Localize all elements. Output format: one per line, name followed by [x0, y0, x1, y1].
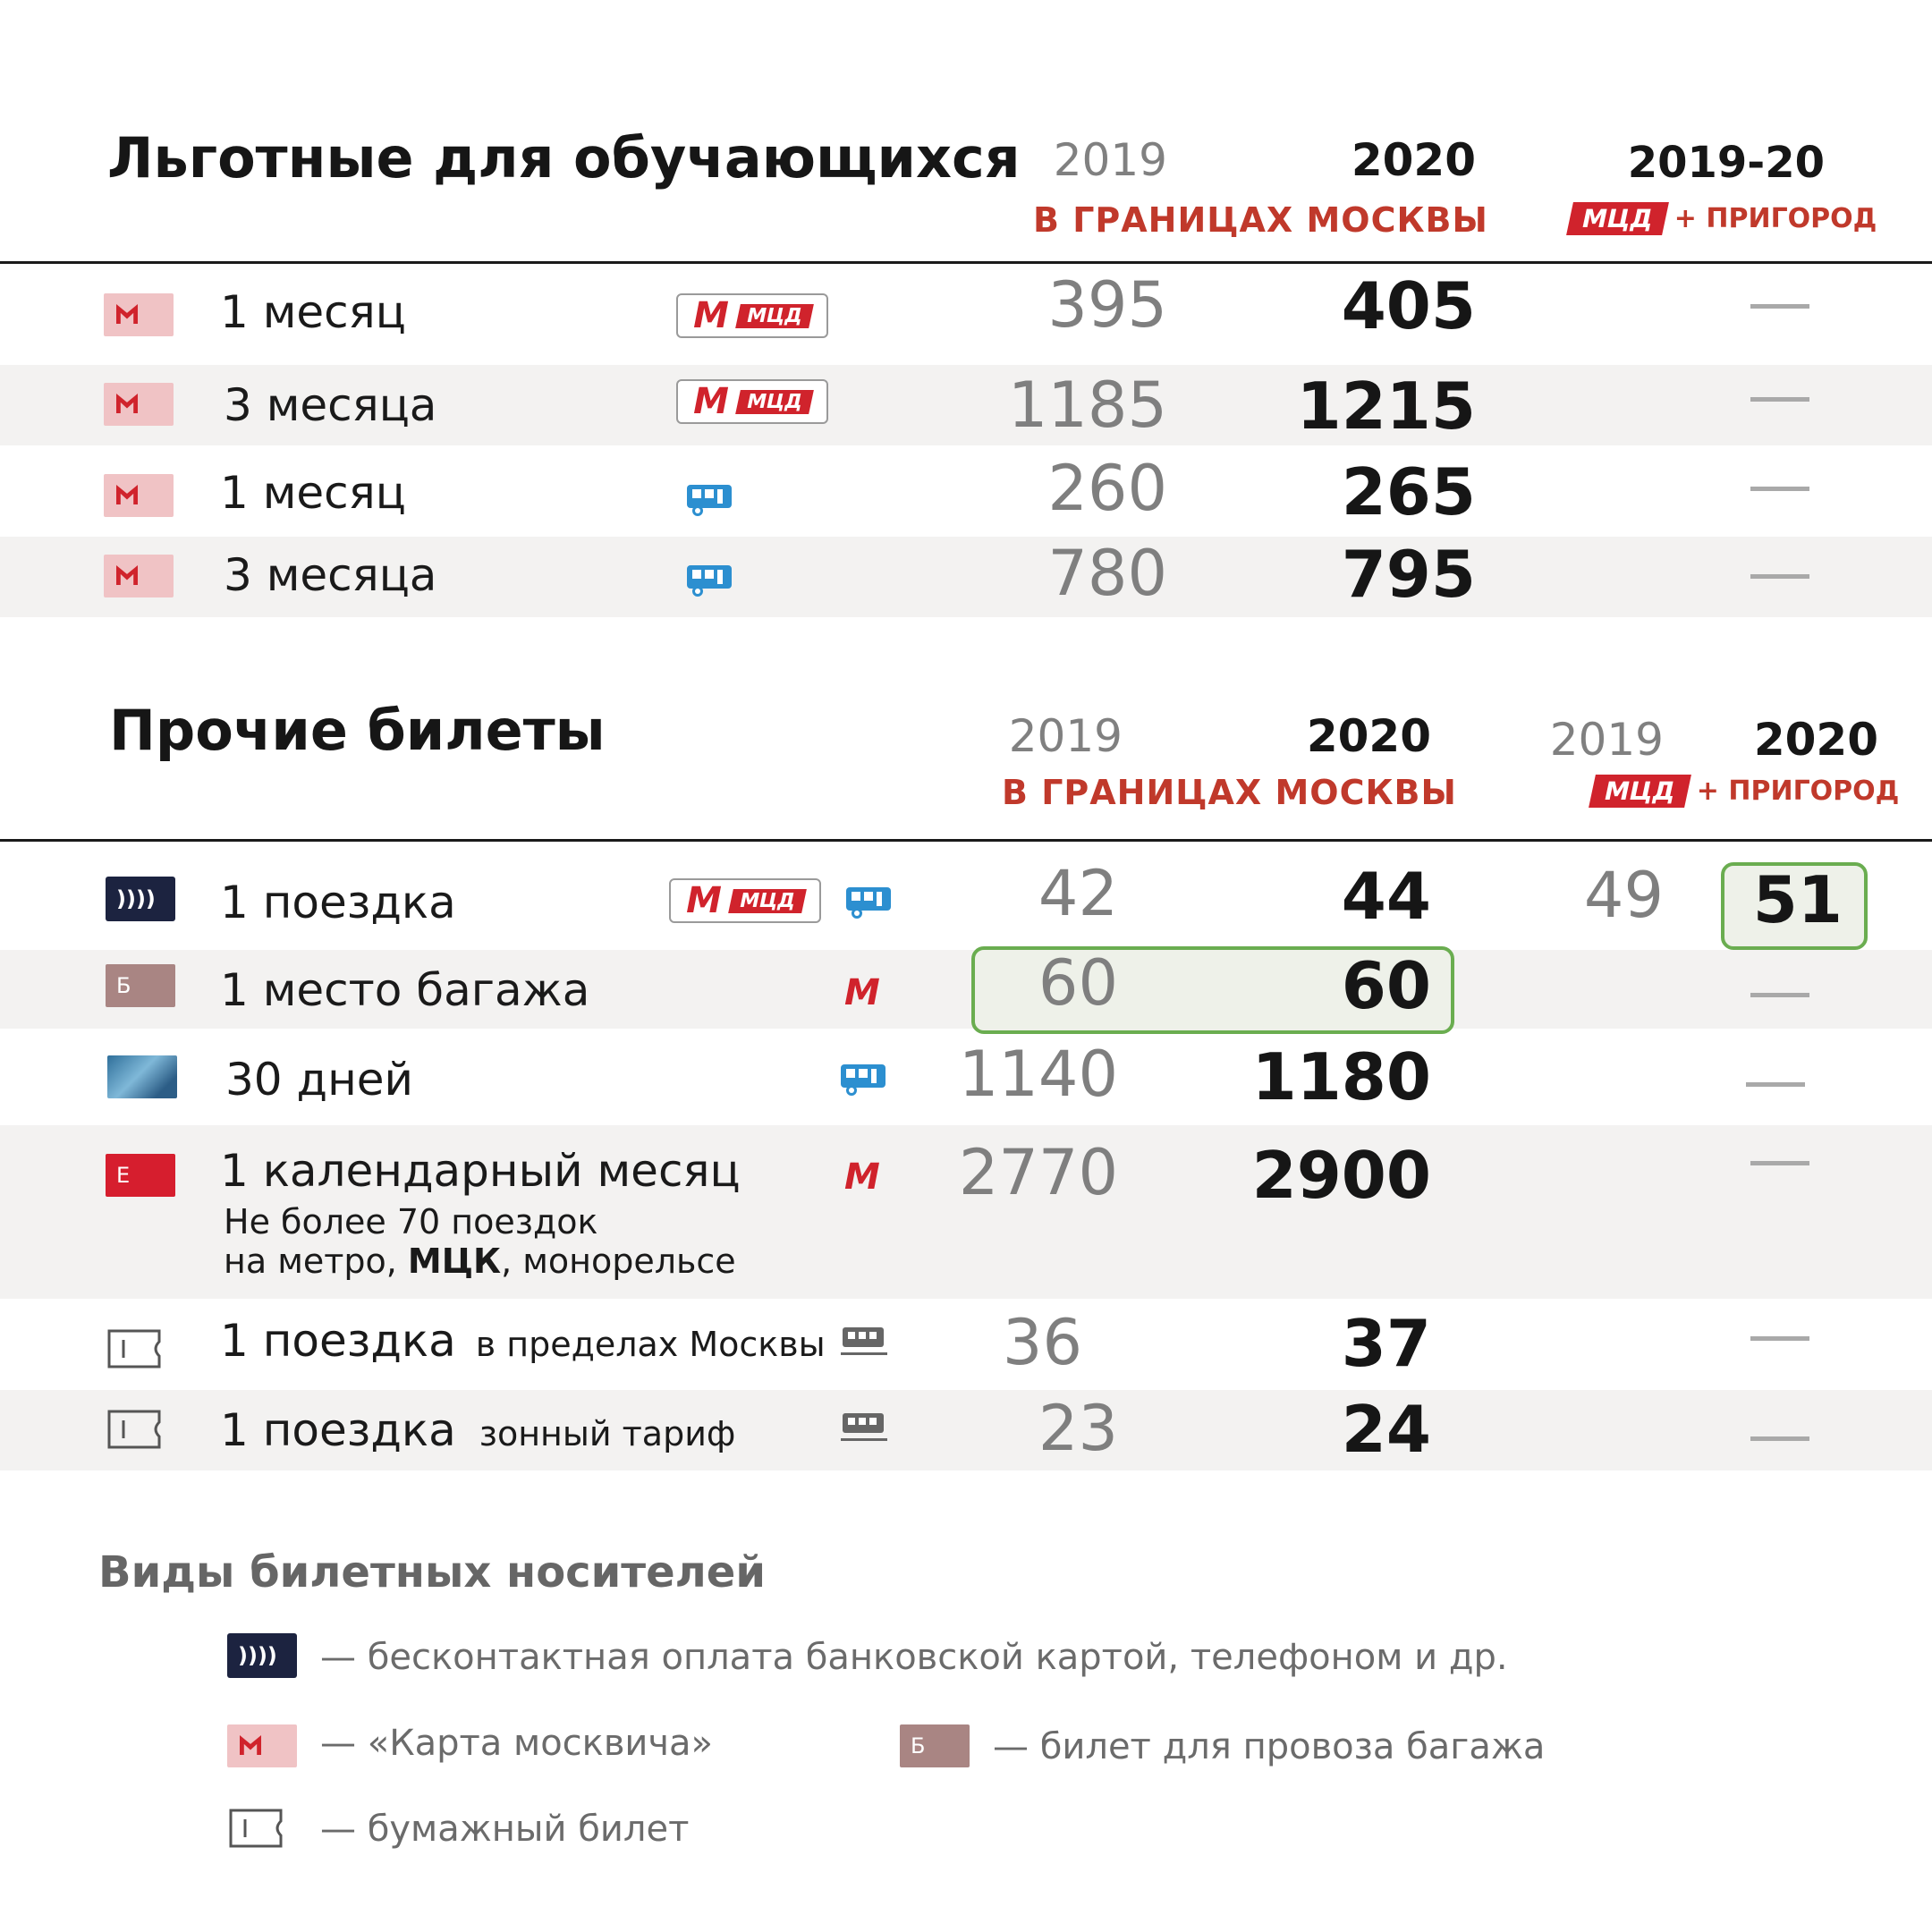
row-label: 1 место багажа — [220, 964, 590, 1016]
bus-icon — [685, 483, 735, 517]
row-label: 1 поездка — [220, 877, 456, 928]
moscow-card-icon — [104, 383, 174, 426]
no-price-dash — [1750, 1436, 1809, 1441]
moscow-card-icon — [104, 474, 174, 517]
paper-ticket-icon — [229, 1809, 283, 1848]
legend-baggage-text: — билет для провоза багажа — [993, 1726, 1546, 1767]
paper-ticket-icon — [107, 1329, 161, 1368]
no-price-dash — [1750, 1161, 1809, 1165]
mcd-suburb-caption — [1592, 775, 1899, 808]
price-2019: 42 — [1038, 857, 1118, 930]
no-price-dash — [1750, 1336, 1809, 1341]
price-2020: 795 — [1341, 537, 1476, 612]
row-sublabel: на метро, МЦК, монорельсе — [224, 1241, 736, 1281]
price-2019: 1185 — [1007, 369, 1167, 442]
header-rule — [0, 839, 1932, 842]
section-title-students: Льготные для обучающихся — [107, 125, 1021, 191]
bank-card-icon: )))) — [227, 1633, 297, 1678]
row-label: 1 календарный месяц — [220, 1145, 741, 1197]
metro-mcd-icon: М МЦД — [676, 379, 828, 424]
year-2020: 2020 — [1351, 134, 1476, 186]
year-2020: 2020 — [1306, 710, 1431, 762]
no-price-dash — [1746, 1082, 1805, 1087]
price-2019: 260 — [1047, 452, 1167, 525]
price-2020: 44 — [1341, 859, 1431, 934]
no-price-dash — [1750, 304, 1809, 309]
row-label: 3 месяца — [224, 379, 437, 431]
baggage-card-icon: Б — [900, 1724, 970, 1767]
suburb-year-2020: 2020 — [1753, 714, 1878, 766]
price-2019: 395 — [1047, 268, 1167, 342]
no-price-dash — [1750, 397, 1809, 402]
row-label: 1 месяц — [220, 467, 406, 519]
metro-mcd-icon: М МЦД — [669, 878, 821, 923]
price-2020: 24 — [1341, 1392, 1431, 1467]
no-price-dash — [1750, 574, 1809, 579]
row-label: 30 дней — [225, 1054, 414, 1106]
price-2020: 265 — [1341, 454, 1476, 530]
bus-icon — [685, 564, 735, 597]
moscow-card-icon — [227, 1724, 297, 1767]
mcd-suburb-caption — [1570, 202, 1877, 235]
mcd-tag: МЦД — [1589, 775, 1691, 808]
price-2019: 780 — [1047, 537, 1167, 610]
price-2020: 2900 — [1251, 1138, 1431, 1213]
row-label: 3 месяца — [224, 549, 437, 601]
baggage-card-icon: Б — [106, 964, 175, 1007]
year-2019: 2019 — [1053, 134, 1167, 186]
suburb-caption: + ПРИГОРОД — [1696, 775, 1900, 807]
troika-card-icon — [107, 1055, 177, 1098]
suburb-year-2019: 2019 — [1549, 714, 1664, 766]
bank-card-icon: )))) — [106, 877, 175, 921]
price-2019: 36 — [1002, 1306, 1082, 1379]
row-label: 1 поездка в пределах Москвы — [220, 1315, 826, 1367]
price-2019: 60 — [1038, 946, 1118, 1020]
e-card-icon: E — [106, 1154, 175, 1197]
moscow-caption: В ГРАНИЦАХ МОСКВЫ — [1033, 200, 1488, 240]
metro-icon: М — [844, 972, 880, 1013]
no-price-dash — [1750, 993, 1809, 997]
no-price-dash — [1750, 487, 1809, 491]
legend-moscow-card-text: — «Карта москвича» — [320, 1723, 714, 1764]
price-2019: 1140 — [958, 1038, 1118, 1111]
metro-mcd-icon: М МЦД — [676, 293, 828, 338]
row-label: 1 месяц — [220, 286, 406, 338]
mcd-tag: МЦД — [1566, 202, 1669, 235]
year-2019: 2019 — [1008, 710, 1123, 762]
suburb-caption: + ПРИГОРОД — [1674, 203, 1877, 234]
section-title-other: Прочие билеты — [109, 698, 606, 763]
legend-title: Виды билетных носителей — [98, 1547, 766, 1597]
legend-bank-text: — бесконтактная оплата банковской картой, телефоном и др. — [320, 1637, 1508, 1678]
price-2020: 37 — [1341, 1306, 1431, 1381]
legend-paper-text: — бумажный билет — [320, 1809, 690, 1850]
price-2020: 60 — [1341, 948, 1431, 1023]
row-sublabel: Не более 70 поездок — [224, 1202, 598, 1241]
header-rule — [0, 261, 1932, 264]
price-2019: 2770 — [958, 1136, 1118, 1209]
row-label: 1 поездка зонный тариф — [220, 1404, 736, 1456]
price-2020: 405 — [1341, 268, 1476, 343]
moscow-caption: В ГРАНИЦАХ МОСКВЫ — [1002, 773, 1457, 812]
suburb-price-2019: 49 — [1583, 859, 1664, 932]
moscow-card-icon — [104, 555, 174, 597]
price-2020: 1215 — [1296, 369, 1476, 444]
price-2020: 1180 — [1251, 1039, 1431, 1114]
metro-icon: М — [844, 1157, 880, 1198]
year-range: 2019-20 — [1627, 138, 1825, 188]
suburb-price-2020: 51 — [1752, 862, 1843, 937]
moscow-card-icon — [104, 293, 174, 336]
paper-ticket-icon — [107, 1410, 161, 1449]
price-2019: 23 — [1038, 1392, 1118, 1465]
